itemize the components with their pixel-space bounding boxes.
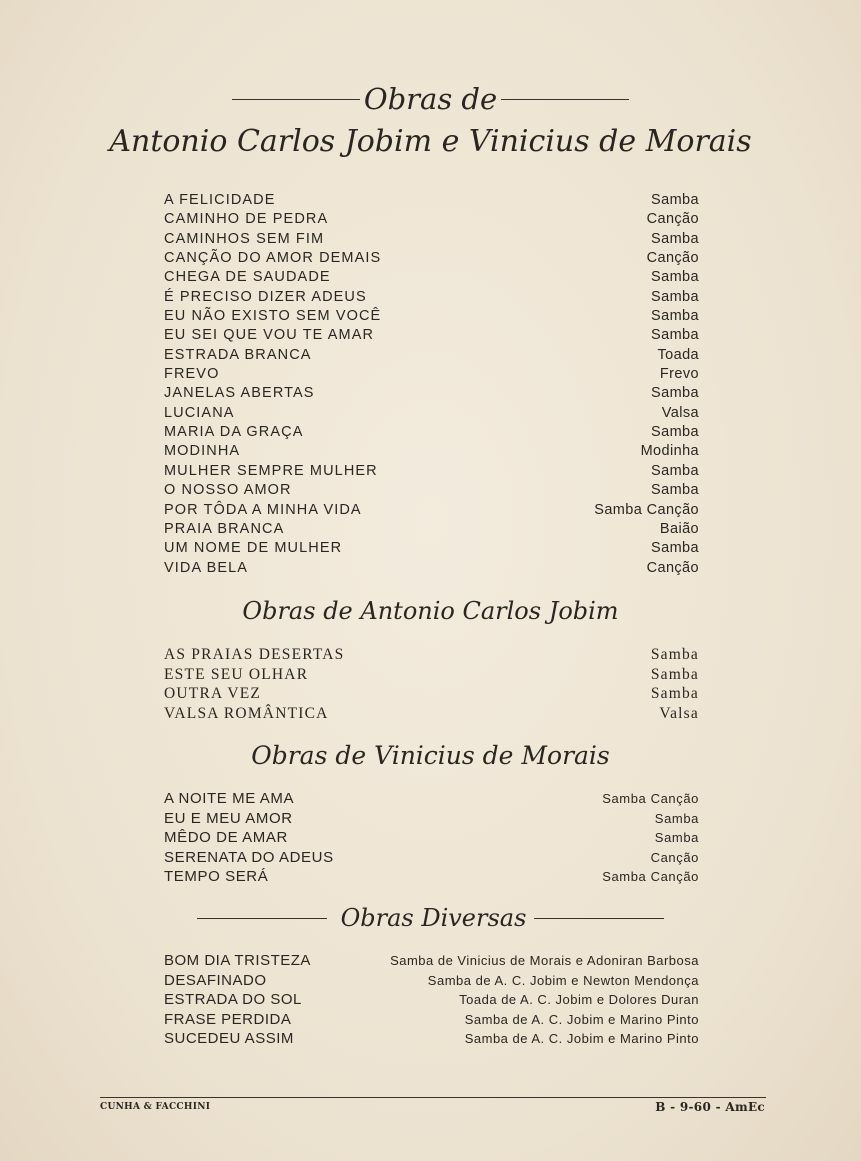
list-item — [164, 809, 699, 829]
work-title: OUTRA VEZ — [164, 685, 262, 702]
work-title: TEMPO SERÁ — [164, 868, 269, 885]
list-item — [164, 971, 699, 991]
work-title: UM NOME DE MULHER — [164, 540, 343, 557]
work-title: JANELAS ABERTAS — [164, 385, 315, 402]
work-title: A FELICIDADE — [164, 192, 276, 208]
list-item — [164, 326, 699, 345]
work-genre: Baião — [659, 520, 699, 537]
work-genre: Samba Canção — [602, 869, 699, 884]
footer-publisher: CUNHA & FACCHINI — [100, 1102, 211, 1112]
list-item — [164, 365, 699, 384]
list-item — [164, 462, 699, 481]
work-genre: Samba — [651, 540, 699, 557]
work-title: CAMINHO DE PEDRA — [164, 211, 329, 228]
work-title: PRAIA BRANCA — [164, 520, 285, 537]
list-item — [164, 539, 699, 558]
jobim-works-list — [164, 645, 699, 723]
list-item — [164, 828, 699, 848]
main-heading-row — [0, 82, 861, 116]
work-genre: Canção — [646, 559, 699, 576]
main-heading-title: Obras de — [363, 82, 498, 116]
work-title: CANÇÃO DO AMOR DEMAIS — [164, 250, 382, 267]
work-credit: Samba de A. C. Jobim e Newton Mendonça — [427, 972, 699, 988]
list-item — [164, 404, 699, 423]
work-title: SUCEDEU ASSIM — [164, 1030, 294, 1048]
work-genre: Samba — [650, 665, 699, 683]
work-title: FRASE PERDIDA — [164, 1010, 292, 1028]
work-title: MULHER SEMPRE MULHER — [164, 462, 378, 479]
list-item — [164, 1010, 699, 1030]
diverse-works-list — [164, 951, 699, 1049]
jobim-heading: Obras de Antonio Carlos Jobim — [242, 597, 619, 625]
work-title: AS PRAIAS DESERTAS — [164, 646, 345, 663]
work-title: VALSA ROMÂNTICA — [164, 704, 329, 722]
work-title: EU E MEU AMOR — [164, 809, 293, 827]
work-title: DESAFINADO — [164, 971, 267, 989]
list-item — [164, 645, 699, 665]
work-title: ESTE SEU OLHAR — [164, 665, 309, 683]
work-genre: Samba — [651, 482, 699, 499]
list-item — [164, 210, 699, 229]
list-item — [164, 249, 699, 268]
work-title: ESTRADA DO SOL — [164, 991, 302, 1009]
list-item — [164, 789, 699, 809]
work-genre: Samba — [651, 462, 699, 479]
work-title: MARIA DA GRAÇA — [164, 424, 304, 441]
work-genre: Canção — [650, 849, 699, 865]
work-title: BOM DIA TRISTEZA — [164, 952, 311, 969]
work-title: POR TÔDA A MINHA VIDA — [164, 501, 362, 518]
work-genre: Canção — [646, 250, 699, 267]
work-genre: Frevo — [659, 366, 699, 383]
list-item — [164, 268, 699, 287]
work-genre: Samba — [650, 685, 699, 702]
diverse-rule-left — [197, 918, 327, 919]
work-genre: Samba — [651, 269, 699, 286]
list-item — [164, 442, 699, 461]
work-title: LUCIANA — [164, 404, 235, 421]
list-item — [164, 520, 699, 539]
work-genre: Samba — [651, 288, 699, 305]
work-title: CAMINHOS SEM FIM — [164, 230, 325, 247]
list-item — [164, 423, 699, 442]
work-genre: Samba — [651, 192, 699, 208]
work-genre: Samba Canção — [602, 791, 699, 806]
work-title: FREVO — [164, 366, 220, 383]
work-genre: Samba — [651, 385, 699, 402]
work-genre: Samba — [651, 230, 699, 247]
vinicius-works-list — [164, 789, 699, 887]
diverse-heading-row — [0, 904, 861, 932]
joint-works-list — [164, 191, 699, 578]
list-item — [164, 346, 699, 365]
work-genre: Samba Canção — [594, 501, 699, 518]
list-item — [164, 481, 699, 500]
list-item — [164, 307, 699, 326]
heading-rule-left — [232, 99, 360, 100]
list-item — [164, 704, 699, 724]
vinicius-heading-row — [0, 741, 861, 770]
work-title: CHEGA DE SAUDADE — [164, 269, 331, 286]
list-item — [164, 684, 699, 704]
list-item — [164, 191, 699, 210]
diverse-rule-right — [534, 918, 664, 919]
work-title: SERENATA DO ADEUS — [164, 848, 334, 866]
work-genre: Samba — [654, 830, 699, 845]
work-title: EU NÃO EXISTO SEM VOCÊ — [164, 308, 382, 325]
work-genre: Toada — [657, 346, 699, 363]
work-genre: Samba — [650, 646, 699, 663]
footer-code: B - 9-60 - AmEc — [655, 1100, 765, 1114]
work-title: MÊDO DE AMAR — [164, 829, 288, 846]
work-genre: Valsa — [661, 404, 699, 421]
vinicius-heading: Obras de Vinicius de Morais — [251, 741, 610, 770]
list-item — [164, 665, 699, 685]
work-title: ESTRADA BRANCA — [164, 346, 312, 363]
footer-rule — [100, 1097, 766, 1098]
work-credit: Samba de Vinicius de Morais e Adoniran Barbosa — [390, 953, 699, 968]
list-item — [164, 230, 699, 249]
list-item — [164, 990, 699, 1010]
list-item — [164, 384, 699, 403]
work-genre: Samba — [651, 308, 699, 325]
list-item — [164, 559, 699, 578]
work-title: A NOITE ME AMA — [164, 790, 295, 807]
composers-heading: Antonio Carlos Jobim e Vinicius de Morais — [109, 124, 752, 159]
list-item — [164, 501, 699, 520]
heading-rule-right — [501, 99, 629, 100]
work-title: VIDA BELA — [164, 559, 249, 576]
work-title: EU SEI QUE VOU TE AMAR — [164, 327, 375, 344]
diverse-heading: Obras Diversas — [340, 904, 527, 932]
list-item — [164, 848, 699, 868]
jobim-heading-row — [0, 597, 861, 625]
work-title: É PRECISO DIZER ADEUS — [164, 288, 367, 305]
work-genre: Samba — [651, 424, 699, 441]
work-credit: Samba de A. C. Jobim e Marino Pinto — [464, 1011, 699, 1027]
list-item — [164, 1029, 699, 1049]
work-credit: Samba de A. C. Jobim e Marino Pinto — [464, 1031, 699, 1047]
work-genre: Samba — [654, 810, 699, 826]
work-genre: Canção — [646, 211, 699, 228]
composers-heading-row — [0, 124, 861, 159]
work-title: MODINHA — [164, 443, 241, 460]
list-item — [164, 867, 699, 887]
work-genre: Modinha — [640, 443, 699, 460]
work-genre: Valsa — [659, 704, 699, 722]
work-genre: Samba — [651, 327, 699, 344]
list-item — [164, 951, 699, 971]
work-title: O NOSSO AMOR — [164, 482, 292, 499]
list-item — [164, 288, 699, 307]
work-credit: Toada de A. C. Jobim e Dolores Duran — [459, 992, 699, 1008]
